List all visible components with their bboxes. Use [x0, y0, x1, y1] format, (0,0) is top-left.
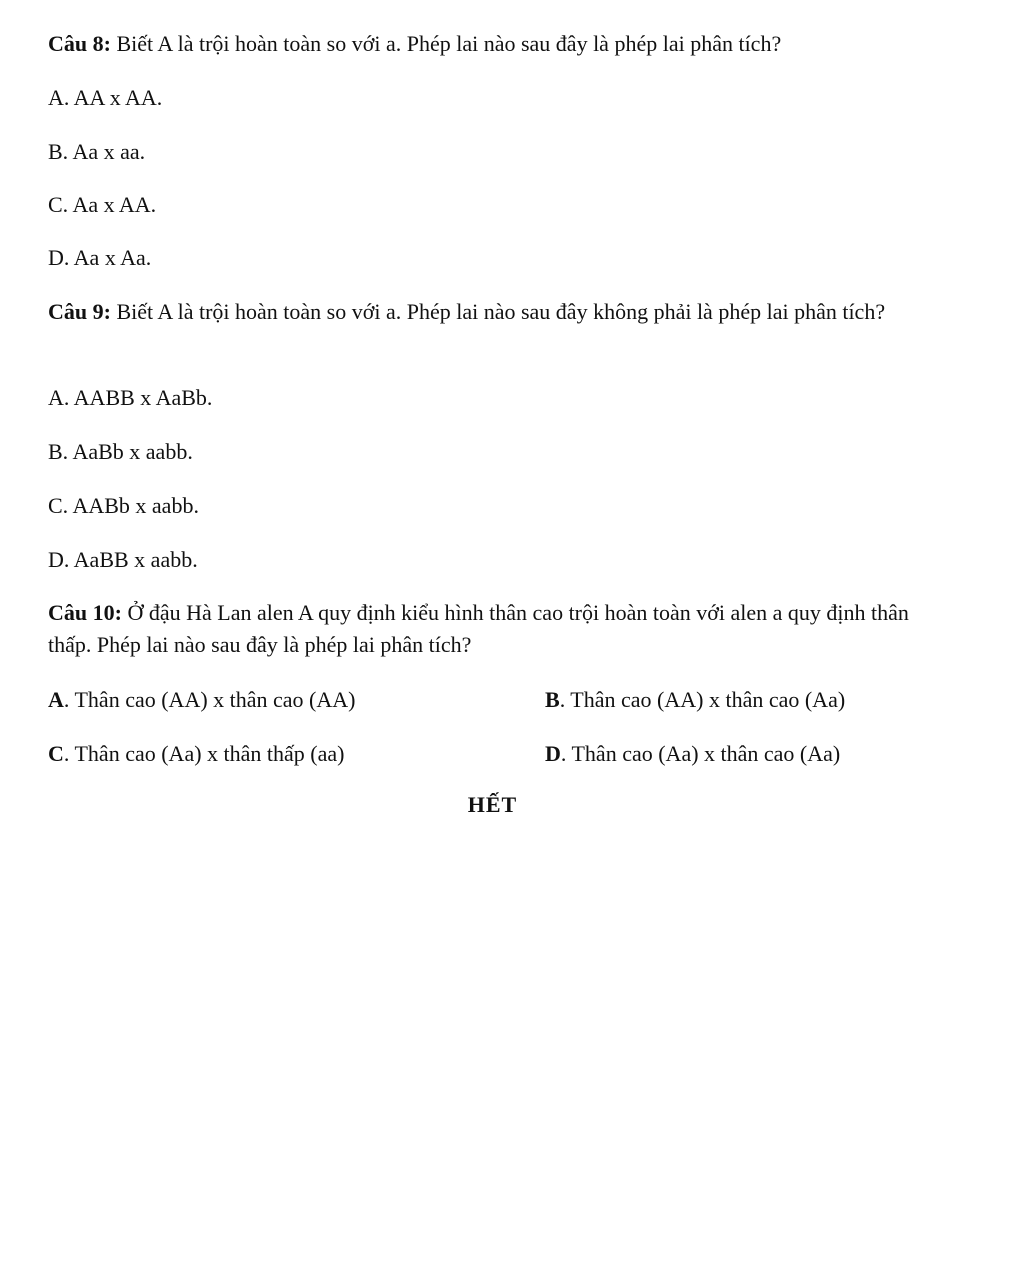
question-10-option-b-text: . Thân cao (AA) x thân cao (Aa): [559, 687, 846, 712]
question-10-option-b: [545, 684, 845, 716]
question-10-option-c-text: . Thân cao (Aa) x thân thấp (aa): [63, 741, 345, 766]
question-9: [48, 296, 928, 328]
question-10-option-d-text: . Thân cao (Aa) x thân cao (Aa): [560, 741, 841, 766]
question-10-option-c: [48, 738, 344, 770]
question-10-option-a-text: . Thân cao (AA) x thân cao (AA): [63, 687, 356, 712]
question-10: [48, 597, 928, 661]
question-8-option-d: D. Aa x Aa.: [48, 245, 152, 270]
question-9-option-b: B. AaBb x aabb.: [48, 439, 193, 464]
question-9-label: Câu 9:: [48, 299, 111, 324]
question-9-option-a: A. AABB x AaBb.: [48, 385, 213, 410]
question-8-option-b: B. Aa x aa.: [48, 139, 146, 164]
question-10-option-d-letter: D: [545, 741, 561, 766]
question-8-option-a: A. AA x AA.: [48, 85, 163, 110]
question-8-text: Biết A là trội hoàn toàn so với a. Phép lai nào sau đây là phép lai phân tích?: [110, 31, 782, 56]
question-9-option-c: C. AABb x aabb.: [48, 493, 199, 518]
question-8-label: Câu 8:: [48, 31, 111, 56]
question-10-option-d: [545, 738, 840, 770]
question-10-option-c-letter: C: [48, 741, 64, 766]
end-marker: HẾT: [467, 792, 518, 817]
question-9-option-d: D. AaBB x aabb.: [48, 547, 198, 572]
question-10-text: Ở đậu Hà Lan alen A quy định kiểu hình thân cao trội hoàn toàn với alen a quy định thân thấp. Phép lai nào sau đây là phép lai phân tích?: [48, 600, 909, 657]
question-10-option-a-letter: A: [48, 687, 64, 712]
question-8: [48, 28, 781, 60]
question-9-text: Biết A là trội hoàn toàn so với a. Phép lai nào sau đây không phải là phép lai phân tích?: [110, 299, 886, 324]
question-10-option-a: [48, 684, 356, 716]
question-8-option-c: C. Aa x AA.: [48, 192, 157, 217]
question-10-label: Câu 10:: [48, 600, 122, 625]
question-10-option-b-letter: B: [545, 687, 560, 712]
